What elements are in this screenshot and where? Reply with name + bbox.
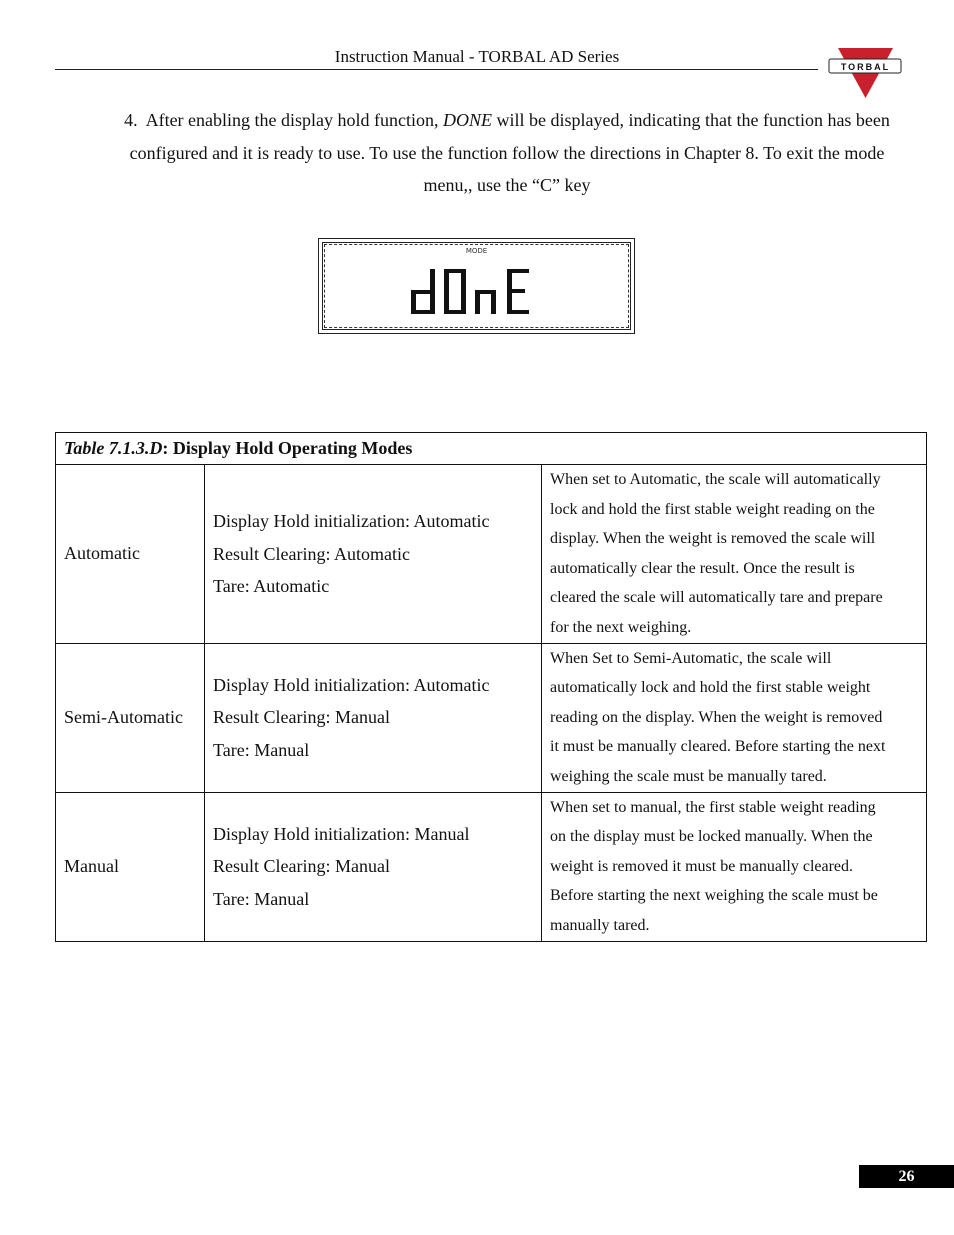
lcd-digit-d xyxy=(411,269,435,314)
settings-line: Display Hold initialization: Manual xyxy=(213,824,470,845)
table-caption-id: Table 7.1.3.D xyxy=(64,438,163,458)
description-line: reading on the display. When the weight is removed xyxy=(550,708,883,726)
description-cell xyxy=(542,792,927,941)
description-line: automatically lock and hold the first stable weight xyxy=(550,679,871,697)
description-line: display. When the weight is removed the scale will xyxy=(550,530,876,548)
table-caption xyxy=(56,433,927,465)
settings-line: Result Clearing: Manual xyxy=(213,707,390,728)
lcd-digit-e xyxy=(507,269,529,314)
settings-line: Tare: Manual xyxy=(213,888,310,909)
lcd-mode-label: MODE xyxy=(465,247,488,255)
header-title: Instruction Manual - TORBAL AD Series xyxy=(334,47,620,66)
description-line: When Set to Semi-Automatic, the scale will xyxy=(550,649,832,667)
settings-cell xyxy=(205,643,542,792)
description-line: Before starting the next weighing the scale must be xyxy=(550,887,878,905)
description-cell xyxy=(542,643,927,792)
description-line: it must be manually cleared. Before starting the next xyxy=(550,738,886,756)
page-number: 26 xyxy=(859,1165,954,1188)
settings-cell xyxy=(205,792,542,941)
table-caption-title: Display Hold Operating Modes xyxy=(172,438,413,458)
logo-text: TORBAL xyxy=(840,62,891,72)
settings-line: Tare: Manual xyxy=(213,739,310,760)
lcd-digits xyxy=(409,267,533,319)
operating-modes-table xyxy=(55,432,927,942)
description-line: for the next weighing. xyxy=(550,618,692,636)
mode-cell: Semi-Automatic xyxy=(56,643,205,792)
step-text-after: will be displayed, indicating that the function has been configured and it is ready to use. To use the function follow the directions in Chapter 8. To exit the mode menu,, use the “C” key xyxy=(129,110,890,195)
settings-line: Tare: Automatic xyxy=(213,575,330,596)
step-text-before: After enabling the display hold function, xyxy=(145,110,444,130)
lcd-display xyxy=(318,238,635,334)
description-line: When set to manual, the first stable weight reading xyxy=(550,798,876,816)
torbal-logo xyxy=(828,44,903,100)
description-line: weighing the scale must be manually tared. xyxy=(550,767,827,785)
table-row xyxy=(56,792,927,941)
description-line: on the display must be locked manually. When the xyxy=(550,828,873,846)
header-rule xyxy=(55,69,818,70)
description-line: automatically clear the result. Once the result is xyxy=(550,559,855,577)
description-line: manually tared. xyxy=(550,916,650,934)
description-line: cleared the scale will automatically tare and prepare xyxy=(550,589,883,607)
description-line: weight is removed it must be manually cleared. xyxy=(550,857,854,875)
mode-cell: Automatic xyxy=(56,465,205,644)
table-caption-sep: : xyxy=(162,438,173,458)
description-line: lock and hold the first stable weight reading on the xyxy=(550,500,875,518)
mode-cell: Manual xyxy=(56,792,205,941)
table-row xyxy=(56,465,927,644)
lcd-digit-n xyxy=(475,290,496,314)
description-line: When set to Automatic, the scale will automatically xyxy=(550,471,881,488)
settings-cell xyxy=(205,465,542,644)
settings-line: Display Hold initialization: Automatic xyxy=(213,511,490,532)
settings-line: Result Clearing: Manual xyxy=(213,856,390,877)
step-paragraph xyxy=(112,104,902,202)
settings-line: Display Hold initialization: Automatic xyxy=(213,675,490,696)
lcd-digit-o xyxy=(444,269,466,314)
description-cell xyxy=(542,465,927,644)
settings-line: Result Clearing: Automatic xyxy=(213,543,410,564)
table-caption-row xyxy=(56,433,927,465)
table-row xyxy=(56,643,927,792)
step-number: 4. xyxy=(124,110,138,130)
step-text-italic: DONE xyxy=(443,110,493,130)
